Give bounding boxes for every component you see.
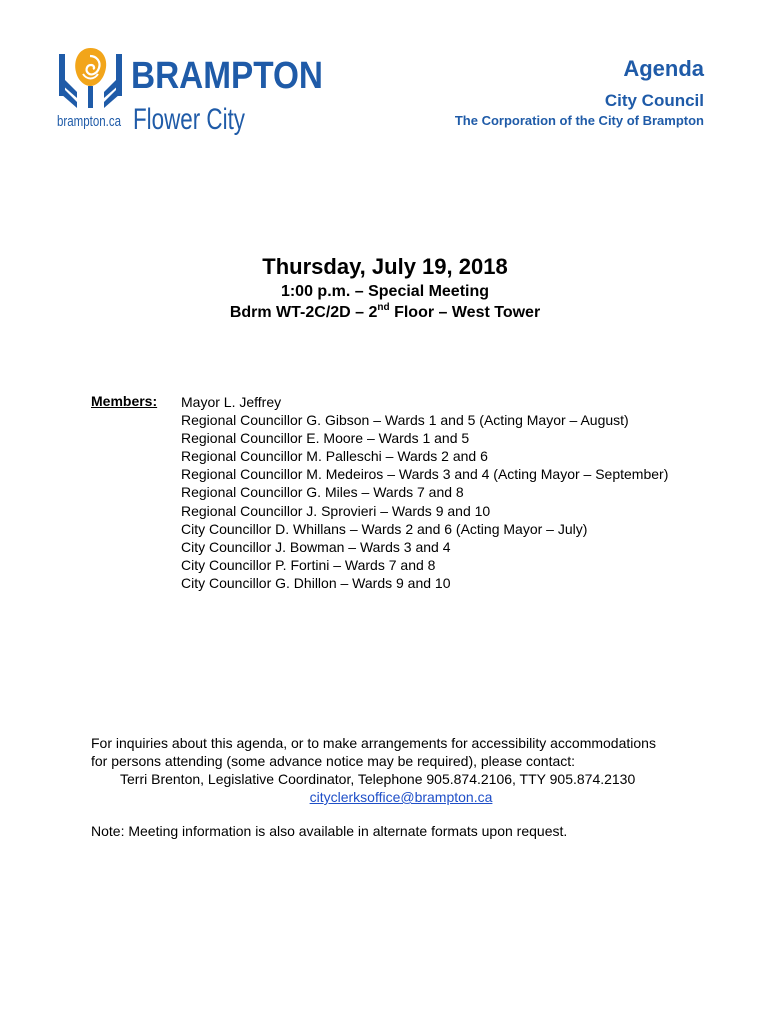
agenda-header xyxy=(455,56,704,129)
room-text: Bdrm WT-2C/2D – 2 xyxy=(229,304,378,321)
meeting-details xyxy=(0,253,770,323)
room-superscript: nd xyxy=(377,302,390,313)
list-item: Regional Councillor M. Palleschi – Wards 2 and 6 xyxy=(181,448,488,465)
logo-tagline: Flower City xyxy=(133,103,245,136)
list-item: Mayor L. Jeffrey xyxy=(181,394,282,410)
logo-name: BRAMPTON xyxy=(131,55,323,97)
list-item: City Councillor J. Bowman – Wards 3 and 4 xyxy=(181,538,451,555)
inquiry-paragraph xyxy=(91,734,731,806)
list-item: Regional Councillor G. Miles – Wards 7 and 8 xyxy=(181,484,464,501)
members-list xyxy=(181,393,668,592)
list-item: City Councillor D. Whillans – Wards 2 and 6 (Acting Mayor – July) xyxy=(181,520,588,537)
list-item: City Councillor G. Dhillon – Wards 9 and 10 xyxy=(181,574,451,591)
agenda-title: Agenda xyxy=(623,56,704,81)
list-item: City Councillor P. Fortini – Wards 7 and 8 xyxy=(181,556,436,573)
meeting-time: 1:00 p.m. – Special Meeting xyxy=(280,283,490,300)
flower-emblem-icon xyxy=(59,48,122,108)
alternate-formats-note: Note: Meeting information is also available in alternate formats upon request. xyxy=(91,823,568,839)
list-item: Regional Councillor G. Gibson – Wards 1 and 5 (Acting Mayor – August) xyxy=(181,412,629,429)
list-item: Regional Councillor E. Moore – Wards 1 and 5 xyxy=(181,430,470,447)
meeting-room xyxy=(0,302,770,323)
council-name: City Council xyxy=(604,91,704,110)
logo-site: brampton.ca xyxy=(57,113,122,130)
contact-line: Terri Brenton, Legislative Coordinator, Telephone 905.874.2106, TTY 905.874.2130 xyxy=(120,771,636,787)
inquiry-line: For inquiries about this agenda, or to make arrangements for accessibility accommodations xyxy=(91,735,656,751)
email-link[interactable]: cityclerksoffice@brampton.ca xyxy=(309,789,493,805)
meeting-date: Thursday, July 19, 2018 xyxy=(262,254,508,279)
brampton-logo xyxy=(57,46,327,138)
room-text-end: Floor – West Tower xyxy=(389,304,541,321)
list-item: Regional Councillor J. Sprovieri – Wards 9 and 10 xyxy=(181,502,491,519)
inquiry-line: for persons attending (some advance notice may be required), please contact: xyxy=(91,753,576,769)
organization-name: The Corporation of the City of Brampton xyxy=(454,113,704,128)
list-item: Regional Councillor M. Medeiros – Wards 3 and 4 (Acting Mayor – September) xyxy=(181,466,669,483)
members-label: Members: xyxy=(91,393,158,409)
